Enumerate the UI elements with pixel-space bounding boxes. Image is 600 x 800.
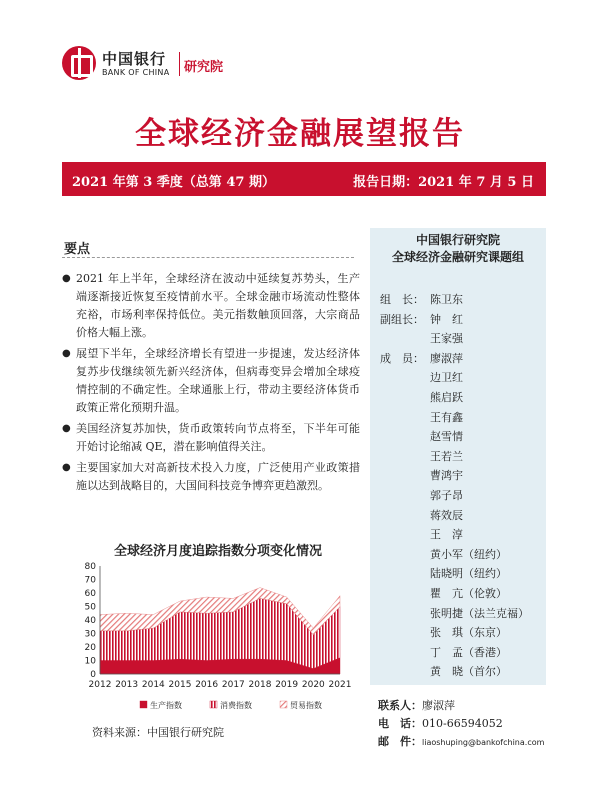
member-name: 黄 晓（首尔）	[430, 665, 507, 679]
issue-label: 2021 年第 3 季度（总第 47 期）	[72, 175, 275, 190]
team-group: 全球经济金融研究课题组	[391, 250, 524, 264]
team-member-row	[380, 329, 529, 349]
team-heading	[370, 232, 546, 266]
legend-label: 贸易指数	[290, 701, 322, 710]
team-member-row	[380, 604, 529, 624]
report-date: 报告日期：2021 年 7 月 5 日	[353, 175, 534, 190]
y-tick-label: 60	[84, 589, 96, 599]
y-tick-label: 30	[84, 629, 96, 640]
team-member-row	[380, 643, 529, 663]
y-tick-label: 70	[84, 575, 96, 586]
x-tick-label: 2021	[328, 680, 352, 690]
y-tick-label: 40	[84, 616, 96, 626]
member-name: 赵雪情	[430, 430, 463, 444]
bank-logo	[62, 46, 182, 86]
team-org: 中国银行研究院	[415, 233, 500, 247]
member-name: 王有鑫	[430, 410, 463, 424]
key-points-heading: 要点	[64, 242, 91, 257]
team-member-row	[380, 564, 529, 584]
team-member-row	[380, 368, 529, 388]
team-member-row	[380, 506, 529, 526]
x-tick-label: 2019	[275, 680, 299, 690]
team-member-row	[380, 388, 529, 408]
x-tick-label: 2020	[301, 680, 325, 690]
y-tick-label: 20	[84, 643, 96, 653]
y-tick-label: 0	[90, 670, 96, 680]
logo-cn: 中国银行	[102, 50, 167, 68]
member-name: 熊启跃	[430, 390, 463, 404]
y-tick-label: 50	[84, 602, 96, 613]
member-name: 郭子昂	[430, 488, 463, 502]
contact-mail-label: 邮 件：	[378, 735, 422, 748]
team-member-row	[380, 408, 529, 428]
report-title: 全球经济金融展望报告	[135, 116, 465, 152]
x-tick-label: 2017	[221, 680, 245, 690]
member-name: 蒋效辰	[430, 508, 463, 522]
contact-mail[interactable]: liaoshuping@bankofchina.com	[422, 738, 545, 747]
team-member-row	[380, 427, 529, 447]
member-name: 王家强	[430, 332, 463, 346]
member-role: 成 员：	[380, 351, 424, 365]
member-name: 陈卫东	[430, 293, 463, 306]
x-tick-label: 2013	[115, 680, 139, 690]
team-member-row	[380, 584, 529, 604]
key-point-item: ● 美国经济复苏加快，货币政策转向节点将至，下半年可能开始讨论缩减 QE，潜在影响值得关注。	[62, 420, 360, 456]
member-name: 张明捷（法兰克福）	[430, 606, 529, 620]
member-name: 廖淑萍	[430, 351, 463, 365]
chart-title: 全球经济月度追踪指数分项变化情况	[113, 544, 322, 559]
legend-label: 消费指数	[220, 701, 252, 710]
x-tick-label: 2014	[141, 680, 165, 690]
issue-bar	[62, 162, 546, 196]
team-members	[380, 290, 529, 682]
logo-divider	[179, 52, 180, 76]
team-member-row	[380, 623, 529, 643]
legend-label: 生产指数	[150, 701, 182, 710]
member-name: 王若兰	[430, 449, 463, 463]
member-name: 瞿 亢（伦敦）	[430, 586, 507, 600]
y-tick-label: 80	[84, 562, 96, 572]
team-member-row	[380, 290, 529, 310]
member-name: 曹鸿宇	[430, 469, 463, 483]
member-name: 丁 孟（香港）	[430, 645, 507, 659]
key-point-item: ● 2021 年上半年，全球经济在波动中延续复苏势头，生产端逐渐接近恢复至疫情前水平。全球金融市场流动性整体充裕，市场利率保持低位。美元指数触顶回落，大宗商品价格大幅上涨。	[62, 270, 360, 342]
x-tick-label: 2015	[168, 680, 192, 690]
legend-swatch	[280, 701, 287, 708]
member-name: 钟 红	[430, 312, 463, 326]
key-point-item: ● 展望下半年，全球经济增长有望进一步提速，发达经济体复苏步伐继续领先新兴经济体，但病毒变异会增加全球疫情控制的不确定性。全球通胀上行，带动主要经济体货币政策正常化预期升温。	[62, 345, 360, 417]
logo-en: BANK OF CHINA	[102, 68, 170, 77]
y-tick-label: 10	[84, 656, 96, 667]
team-member-row	[380, 447, 529, 467]
legend-swatch	[140, 701, 147, 708]
chart-svg	[70, 560, 366, 718]
member-name: 边卫红	[430, 371, 463, 385]
x-tick-label: 2016	[195, 680, 219, 690]
key-points-divider	[62, 257, 354, 258]
x-tick-label: 2012	[88, 680, 112, 690]
member-role: 副组长：	[380, 312, 424, 326]
member-name: 黄小军（纽约）	[430, 547, 507, 561]
bank-logo-icon	[62, 46, 96, 80]
member-role: 组 长：	[380, 293, 424, 306]
member-name: 王 淳	[430, 528, 463, 542]
source-note: 资料来源：中国银行研究院	[92, 726, 224, 739]
contact-phone-label: 电 话：	[378, 717, 422, 730]
team-member-row	[380, 662, 529, 682]
member-name: 张 琪（东京）	[430, 626, 507, 640]
x-tick-label: 2018	[248, 680, 272, 690]
contact-person-label: 联系人：	[378, 699, 422, 712]
team-member-row	[380, 525, 529, 545]
key-point-item: ● 主要国家加大对高新技术投入力度，广泛使用产业政策措施以达到战略目的，大国间科技竞争博弈更趋激烈。	[62, 459, 360, 495]
key-points-list	[62, 270, 360, 498]
contact-block	[378, 697, 544, 752]
team-member-row	[380, 349, 529, 369]
team-member-row	[380, 466, 529, 486]
institute-name: 研究院	[184, 60, 224, 75]
contact-person: 廖淑萍	[422, 699, 455, 712]
member-name: 陆晓明（纽约）	[430, 567, 507, 581]
team-member-row	[380, 486, 529, 506]
team-member-row	[380, 310, 529, 330]
legend-swatch	[210, 701, 217, 708]
contact-phone: 010-66594052	[422, 717, 503, 730]
team-member-row	[380, 545, 529, 565]
